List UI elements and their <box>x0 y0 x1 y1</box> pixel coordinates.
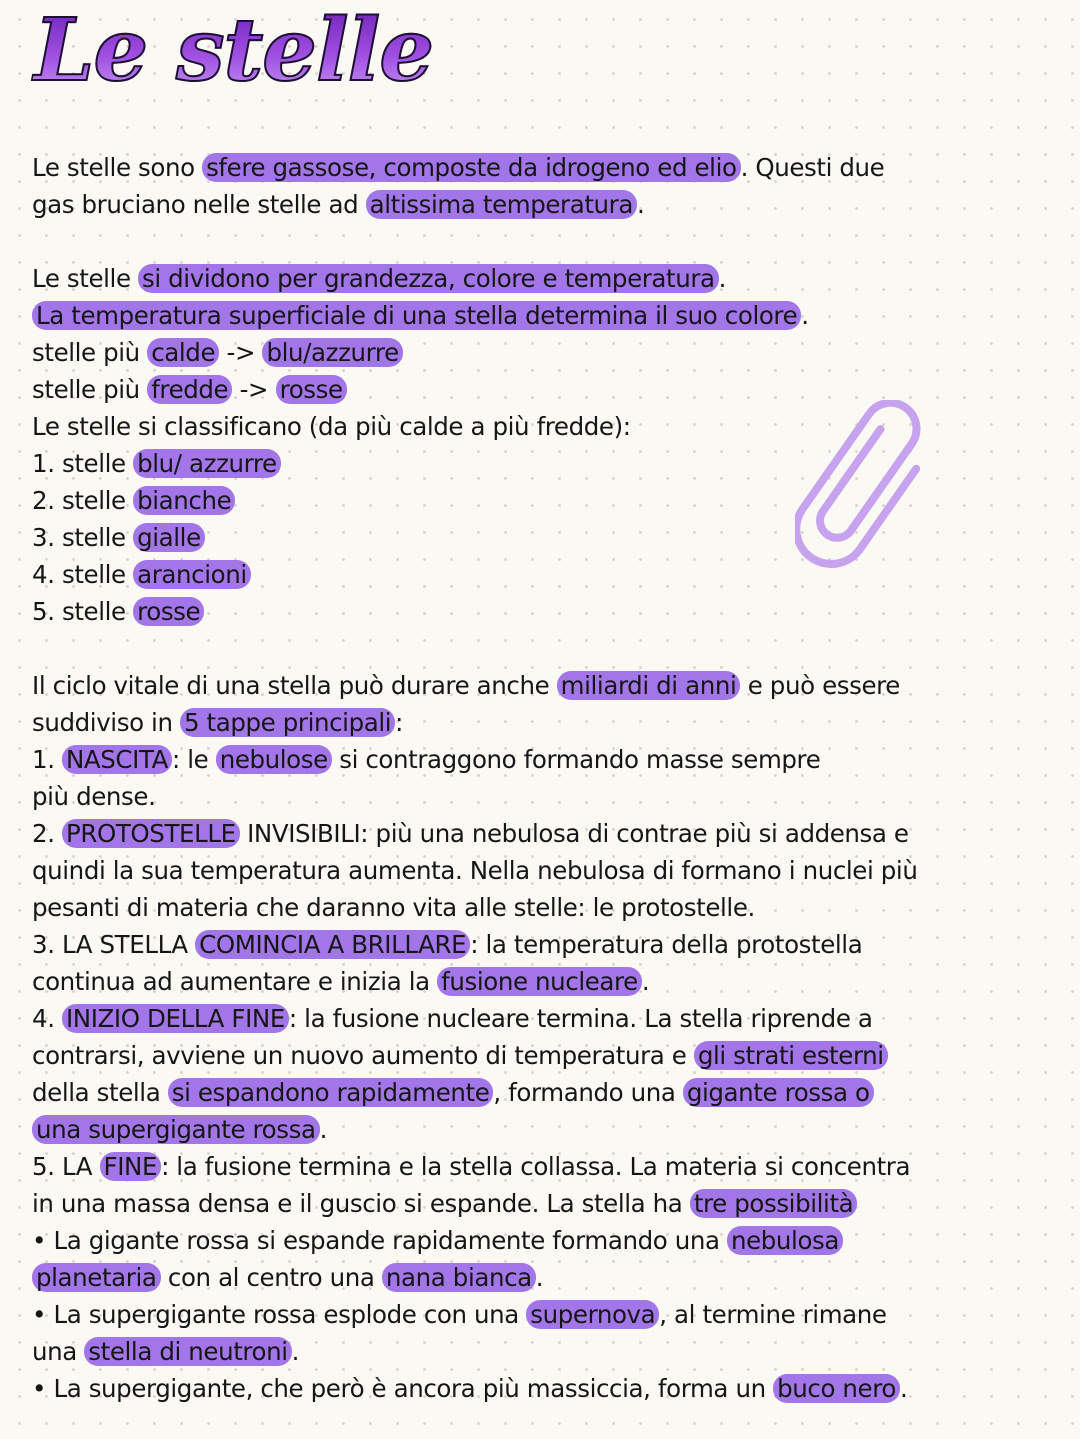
text-segment: . <box>801 301 809 330</box>
text-line <box>32 815 1062 852</box>
text-line <box>32 408 1062 445</box>
blank-line <box>32 630 1062 667</box>
text-segment: con al centro una <box>160 1263 382 1292</box>
text-segment: contrarsi, avviene un nuovo aumento di temperatura e <box>32 1041 694 1070</box>
text-line <box>32 852 1062 889</box>
text-segment: continua ad aumentare e inizia la <box>32 967 438 996</box>
highlighted-text: nebulose <box>216 745 332 774</box>
text-segment: 4. <box>32 1004 62 1033</box>
text-segment: 2. <box>32 819 62 848</box>
text-line <box>32 519 1062 556</box>
text-line <box>32 1333 1062 1370</box>
text-segment: quindi la sua temperatura aumenta. Nella nebulosa di formano i nuclei più <box>32 856 918 885</box>
highlighted-text: buco nero <box>773 1374 900 1403</box>
text-line <box>32 741 1062 778</box>
text-segment: 1. <box>32 745 62 774</box>
highlighted-text: planetaria <box>32 1263 161 1292</box>
text-segment: • La gigante rossa si espande rapidamente formando una <box>32 1226 727 1255</box>
text-segment: -> <box>219 338 263 367</box>
text-segment: -> <box>232 375 276 404</box>
text-segment: . <box>319 1115 327 1144</box>
text-segment: 5. LA <box>32 1152 100 1181</box>
text-segment: 3. LA STELLA <box>32 930 196 959</box>
text-segment: . <box>718 264 727 293</box>
highlighted-text: PROTOSTELLE <box>62 819 240 848</box>
text-segment: si contraggono formando masse sempre <box>331 745 821 774</box>
highlighted-text: gli strati esterni <box>694 1041 888 1070</box>
text-line <box>32 371 1062 408</box>
highlighted-text: rosse <box>133 597 204 626</box>
text-line <box>32 963 1062 1000</box>
text-segment: Le stelle si classificano (da più calde a più fredde): <box>32 412 631 441</box>
highlighted-text: sfere gassose, composte da idrogeno ed elio <box>202 153 741 182</box>
highlighted-text: bianche <box>133 486 235 515</box>
text-line <box>32 926 1062 963</box>
text-segment: : la fusione termina e la stella collassa. La materia si concentra <box>161 1152 911 1181</box>
text-segment: INVISIBILI: più una nebulosa di contrae più si addensa e <box>239 819 909 848</box>
highlighted-text: arancioni <box>133 560 251 589</box>
text-segment: . <box>291 1337 300 1366</box>
highlighted-text: 5 tappe principali <box>180 708 395 737</box>
text-line <box>32 1296 1062 1333</box>
highlighted-text: gialle <box>133 523 205 552</box>
text-segment: Le stelle sono <box>32 153 203 182</box>
text-line <box>32 1259 1062 1296</box>
text-line <box>32 260 1062 297</box>
text-segment: 4. stelle <box>32 560 134 589</box>
text-segment: Le stelle <box>32 264 138 293</box>
text-segment: : le <box>171 745 216 774</box>
highlighted-text: blu/azzurre <box>262 338 402 367</box>
highlighted-text: NASCITA <box>62 745 172 774</box>
text-segment: Il ciclo vitale di una stella può durare anche <box>32 671 557 700</box>
text-line <box>32 1074 1062 1111</box>
text-segment: della stella <box>32 1078 168 1107</box>
text-line <box>32 1148 1062 1185</box>
text-segment: • La supergigante, che però è ancora più massiccia, forma un <box>32 1374 774 1403</box>
text-segment: più dense. <box>32 782 156 811</box>
text-segment: . Questi due <box>740 153 885 182</box>
text-segment: , al termine rimane <box>659 1300 887 1329</box>
text-line <box>32 1000 1062 1037</box>
text-segment: e può essere <box>740 671 900 700</box>
text-line <box>32 149 1062 186</box>
text-line <box>32 704 1062 741</box>
text-segment: , formando una <box>493 1078 683 1107</box>
text-line <box>32 593 1062 630</box>
text-line <box>32 1185 1062 1222</box>
highlighted-text: miliardi di anni <box>557 671 741 700</box>
text-segment: suddiviso in <box>32 708 180 737</box>
text-segment: . <box>641 967 650 996</box>
text-line <box>32 297 1062 334</box>
text-segment: • La supergigante rossa esplode con una <box>32 1300 527 1329</box>
highlighted-text: una supergigante rossa <box>32 1115 320 1144</box>
highlighted-text: tre possibilità <box>690 1189 857 1218</box>
text-segment: una <box>32 1337 85 1366</box>
highlighted-text: calde <box>147 338 219 367</box>
highlighted-text: altissima temperatura <box>366 190 637 219</box>
text-segment: : <box>395 708 404 737</box>
text-segment: : la fusione nucleare termina. La stella riprende a <box>288 1004 873 1033</box>
highlighted-text: fusione nucleare <box>437 967 642 996</box>
highlighted-text: si dividono per grandezza, colore e temperatura <box>138 264 719 293</box>
text-segment: stelle più <box>32 375 148 404</box>
text-line <box>32 1111 1062 1148</box>
text-segment: pesanti di materia che daranno vita alle stelle: le protostelle. <box>32 893 755 922</box>
highlighted-text: La temperatura superficiale di una stella determina il suo colore <box>32 301 801 330</box>
text-segment: . <box>535 1263 544 1292</box>
text-line <box>32 1037 1062 1074</box>
highlighted-text: COMINCIA A BRILLARE <box>195 930 470 959</box>
text-line <box>32 445 1062 482</box>
blank-line <box>32 223 1062 260</box>
notes-body <box>32 149 1062 1407</box>
text-line <box>32 1370 1062 1407</box>
text-segment: . <box>899 1374 908 1403</box>
highlighted-text: blu/ azzurre <box>133 449 281 478</box>
text-segment: . <box>636 190 645 219</box>
text-segment: 2. stelle <box>32 486 134 515</box>
text-line <box>32 186 1062 223</box>
text-line <box>32 1222 1062 1259</box>
highlighted-text: INIZIO DELLA FINE <box>62 1004 289 1033</box>
text-segment: gas bruciano nelle stelle ad <box>32 190 366 219</box>
text-segment: : la temperatura della protostella <box>470 930 863 959</box>
highlighted-text: fredde <box>147 375 232 404</box>
page-title: Le stelle <box>34 0 434 101</box>
highlighted-text: supernova <box>526 1300 659 1329</box>
highlighted-text: gigante rossa o <box>683 1078 874 1107</box>
highlighted-text: si espandono rapidamente <box>168 1078 494 1107</box>
text-line <box>32 667 1062 704</box>
text-segment: 1. stelle <box>32 449 134 478</box>
text-line <box>32 556 1062 593</box>
text-line <box>32 889 1062 926</box>
highlighted-text: FINE <box>100 1152 162 1181</box>
highlighted-text: nana bianca <box>382 1263 536 1292</box>
text-segment: stelle più <box>32 338 148 367</box>
highlighted-text: nebulosa <box>727 1226 843 1255</box>
text-line <box>32 778 1062 815</box>
highlighted-text: rosse <box>276 375 347 404</box>
text-segment: in una massa densa e il guscio si espande. La stella ha <box>32 1189 690 1218</box>
text-segment: 5. stelle <box>32 597 134 626</box>
text-segment: 3. stelle <box>32 523 134 552</box>
text-line <box>32 482 1062 519</box>
highlighted-text: stella di neutroni <box>84 1337 291 1366</box>
text-line <box>32 334 1062 371</box>
